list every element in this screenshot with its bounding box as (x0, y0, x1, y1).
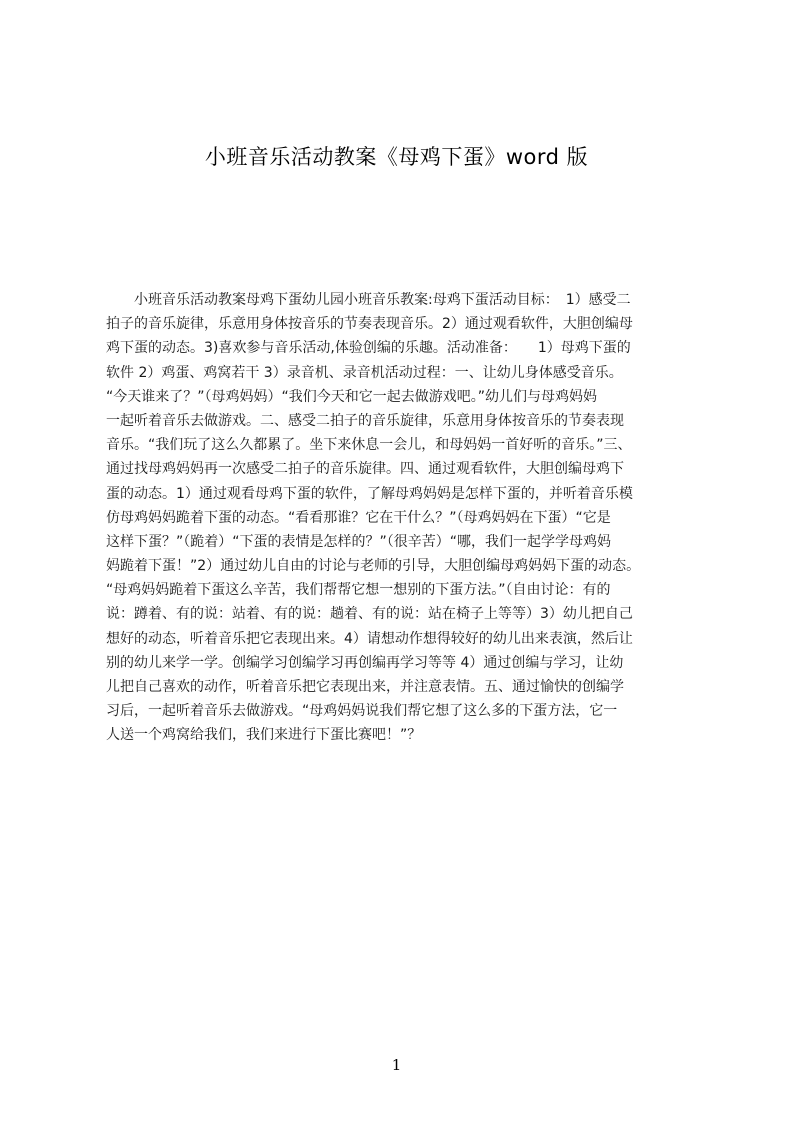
body-line: 蛋的动态。1）通过观看母鸡下蛋的软件，了解母鸡妈妈是怎样下蛋的，并听着音乐模 (106, 485, 633, 502)
body-line: 习后，一起听着音乐去做游戏。“母鸡妈妈说我们帮它想了这么多的下蛋方法，它一 (106, 703, 618, 720)
body-line: 音乐。“我们玩了这么久都累了。坐下来休息一会儿，和母妈妈一首好听的音乐。”三、 (106, 437, 632, 454)
body-line: 通过找母鸡妈妈再一次感受二拍子的音乐旋律。四、通过观看软件，大胆创编母鸡下 (106, 461, 624, 478)
body-line: 小班音乐活动教案母鸡下蛋幼儿园小班音乐教案:母鸡下蛋活动目标： 1）感受二 (106, 292, 631, 308)
body-line: “今天谁来了？”（母鸡妈妈）“我们今天和它一起去做游戏吧。”幼儿们与母鸡妈妈 (106, 388, 598, 405)
body-line: 一起听着音乐去做游戏。二、感受二拍子的音乐旋律，乐意用身体按音乐的节奏表现 (106, 412, 624, 429)
body-line: 人送一个鸡窝给我们，我们来进行下蛋比赛吧！”？ (106, 727, 422, 744)
body-line: 妈跪着下蛋！”2）通过幼儿自由的讨论与老师的引导，大胆创编母鸡妈妈下蛋的动态。 (106, 558, 641, 575)
body-line: 儿把自己喜欢的动作，听着音乐把它表现出来，并注意表情。五、通过愉快的创编学 (106, 679, 624, 695)
page-number: 1 (391, 1056, 402, 1074)
body-line: “母鸡妈妈跪着下蛋这么辛苦，我们帮帮它想一想别的下蛋方法。”（自由讨论：有的 (106, 582, 611, 599)
body-line: 别的幼儿来学一学。创编学习创编学习再创编再学习等等 4）通过创编与学习，让幼 (106, 654, 624, 671)
body-line: 仿母鸡妈妈跪着下蛋的动态。“看看那谁？它在干什么？”（母鸡妈妈在下蛋）“它是 (106, 509, 611, 526)
body-line: 说：蹲着、有的说：站着、有的说：趟着、有的说：站在椅子上等等）3）幼儿把自己 (106, 606, 633, 623)
body-line: 软件 2）鸡蛋、鸡窝若干 3）录音机、录音机活动过程：一、让幼儿身体感受音乐。 (106, 364, 623, 381)
body-line: 这样下蛋？”（跪着）“下蛋的表情是怎样的？”（很辛苦）“哪，我们一起学学母鸡妈 (106, 533, 612, 550)
body-line: 拍子的音乐旋律，乐意用身体按音乐的节奏表现音乐。2）通过观看软件，大胆创编母 (106, 316, 633, 333)
document-body (106, 288, 698, 808)
document-title: 小班音乐活动教案《母鸡下蛋》word 版 (204, 145, 589, 169)
body-line: 鸡下蛋的动态。3)喜欢参与音乐活动,体验创编的乐趣。活动准备： 1）母鸡下蛋的 (106, 340, 631, 357)
body-line: 想好的动态，听着音乐把它表现出来。4）请想动作想得较好的幼儿出来表演，然后让 (106, 630, 633, 647)
